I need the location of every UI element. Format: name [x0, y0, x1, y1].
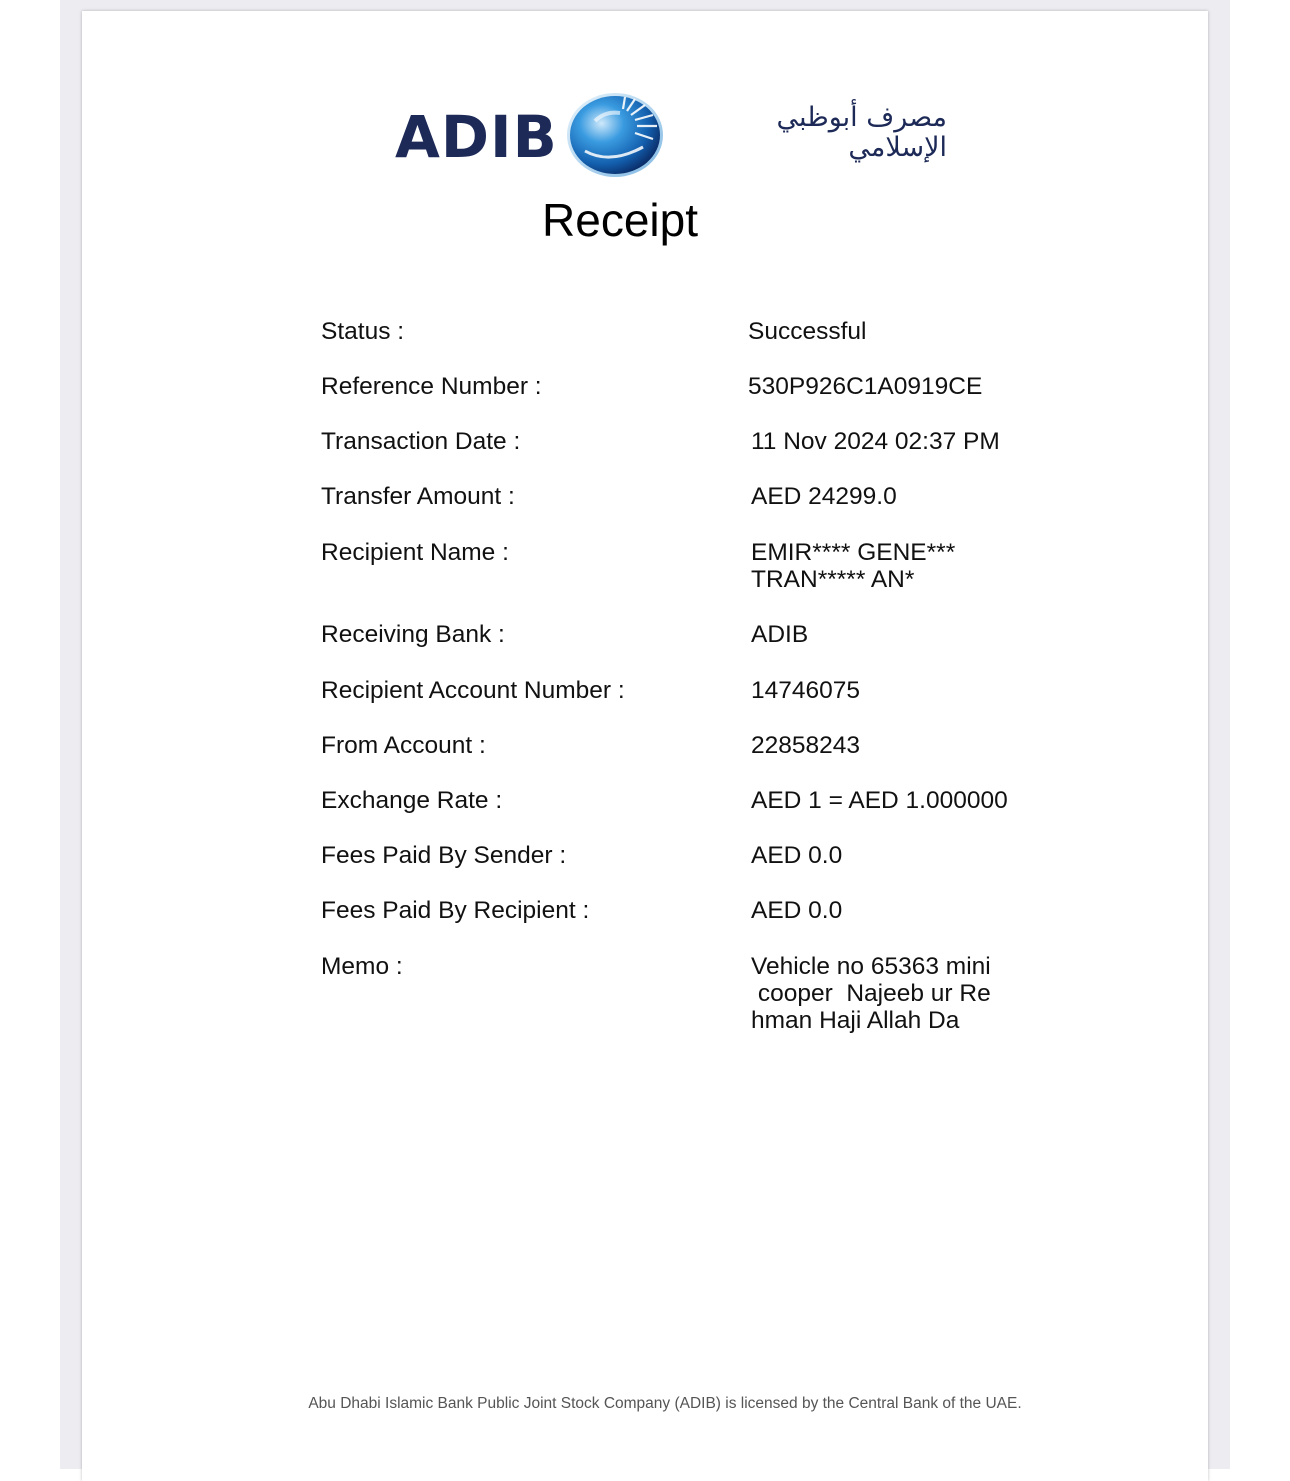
logo-wordmark: ADIB [395, 103, 558, 171]
page-title: Receipt [542, 194, 698, 246]
logo-arabic-text [685, 103, 947, 163]
label-bank: Receiving Bank : [321, 621, 505, 648]
label-status: Status : [321, 318, 405, 345]
label-reference: Reference Number : [321, 373, 542, 400]
value-exchange-rate: AED 1 = AED 1.000000 [751, 787, 1008, 814]
value-memo: Vehicle no 65363 mini cooper Najeeb ur Re hman Haji Allah Da [751, 953, 991, 1034]
value-fees-sender: AED 0.0 [751, 842, 843, 869]
logo-arabic-line1: مصرف أبوظبي [776, 102, 947, 133]
receipt-page [82, 11, 1208, 1481]
value-recipient-name: EMIR**** GENE*** TRAN***** AN* [751, 539, 956, 593]
license-footer: Abu Dhabi Islamic Bank Public Joint Stock Company (ADIB) is licensed by the Central Bank of the UAE. [308, 1395, 1022, 1412]
bank-logo [395, 91, 955, 181]
logo-arabic-line2: الإسلامي [848, 132, 947, 163]
label-recipient-name: Recipient Name : [321, 539, 509, 566]
value-status: Successful [748, 318, 867, 345]
label-recipient-account: Recipient Account Number : [321, 677, 625, 704]
value-from-account: 22858243 [751, 732, 861, 759]
adib-sphere-icon [565, 91, 665, 179]
label-date: Transaction Date : [321, 428, 521, 455]
value-bank: ADIB [751, 621, 809, 648]
value-amount: AED 24299.0 [751, 483, 897, 510]
value-recipient-account: 14746075 [751, 677, 861, 704]
label-fees-recipient: Fees Paid By Recipient : [321, 897, 590, 924]
label-from-account: From Account : [321, 732, 486, 759]
label-exchange-rate: Exchange Rate : [321, 787, 503, 814]
value-fees-recipient: AED 0.0 [751, 897, 843, 924]
value-date: 11 Nov 2024 02:37 PM [751, 428, 1000, 455]
label-memo: Memo : [321, 953, 403, 980]
value-reference: 530P926C1A0919CE [748, 373, 983, 400]
label-amount: Transfer Amount : [321, 483, 515, 510]
label-fees-sender: Fees Paid By Sender : [321, 842, 567, 869]
